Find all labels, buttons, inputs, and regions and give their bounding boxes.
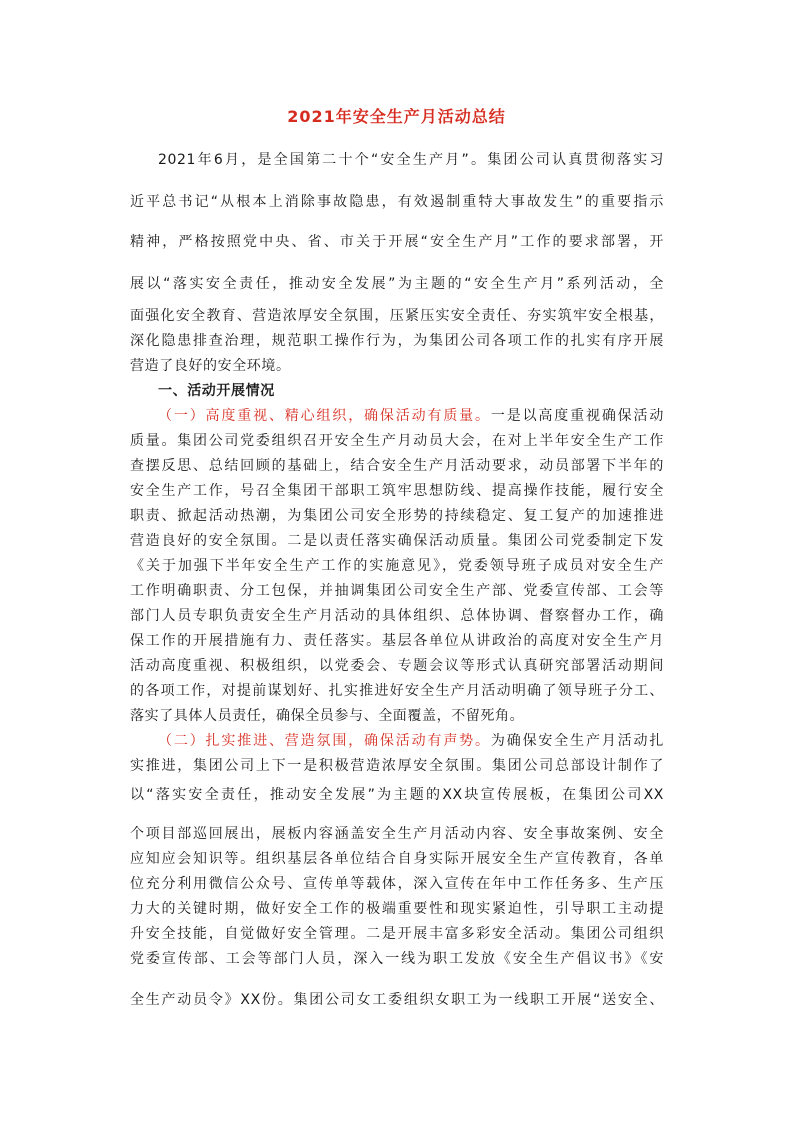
subsection-heading: （二）扎实推进、营造氛围，确保活动有声势。 bbox=[158, 733, 491, 749]
subsection-text: 一是以高度重视确保活动 bbox=[490, 408, 664, 424]
body-line: 党委宣传部、工会等部门人员，深入一线为职工发放《安全生产倡议书》《安 bbox=[130, 951, 664, 967]
body-line: 实推进，集团公司上下一是积极营造浓厚安全氛围。集团公司总部设计制作了 bbox=[130, 758, 664, 774]
subsection-first-line bbox=[158, 731, 664, 751]
intro-line: 营造了良好的安全环境。 bbox=[130, 358, 291, 374]
intro-line: 面强化安全教育、营造浓厚安全氛围，压紧压实安全责任、夯实筑牢安全根基， bbox=[130, 308, 664, 324]
body-line: 以“落实安全责任，推动安全发展”为主题的XX块宣传展板，在集团公司XX bbox=[130, 787, 664, 803]
body-line: 应知应会知识等。组织基层各单位结合自身实际开展安全生产宣传教育，各单 bbox=[130, 851, 664, 867]
body-line: 营造良好的安全氛围。二是以责任落实确保活动质量。集团公司党委制定下发 bbox=[130, 533, 664, 549]
body-line: 活动高度重视、积极组织，以党委会、专题会议等形式认真研究部署活动期间 bbox=[130, 658, 664, 674]
subsection-heading: （一）高度重视、精心组织，确保活动有质量。 bbox=[158, 408, 491, 424]
body-line: 个项目部巡回展出，展板内容涵盖安全生产月活动内容、安全事故案例、安全 bbox=[130, 826, 664, 842]
body-line: 全生产动员令》XX份。集团公司女工委组织女职工为一线职工开展“送安全、 bbox=[130, 992, 664, 1008]
intro-line: 精神，严格按照党中央、省、市关于开展“安全生产月”工作的要求部署，开 bbox=[130, 234, 664, 250]
body-line: 质量。集团公司党委组织召开安全生产月动员大会，在对上半年安全生产工作 bbox=[130, 433, 664, 449]
body-line: 落实了具体人员责任，确保全员参与、全面覆盖，不留死角。 bbox=[130, 708, 525, 724]
section-heading: 一、活动开展情况 bbox=[158, 383, 275, 399]
body-line: 查摆反思、总结回顾的基础上，结合安全生产月活动要求，动员部署下半年的 bbox=[130, 458, 664, 474]
intro-line: 近平总书记“从根本上消除事故隐患，有效遏制重特大事故发生”的重要指示 bbox=[130, 194, 664, 210]
body-line: 力大的关键时期，做好安全工作的极端重要性和现实紧迫性，引导职工主动提 bbox=[130, 901, 664, 917]
body-line: 的各项工作，对提前谋划好、扎实推进好安全生产月活动明确了领导班子分工、 bbox=[130, 683, 664, 699]
body-line: 安全生产工作，号召全集团干部职工筑牢思想防线、提高操作技能，履行安全 bbox=[130, 483, 664, 499]
body-line: 职责、掀起活动热潮，为集团公司安全形势的持续稳定、复工复产的加速推进 bbox=[130, 508, 664, 524]
body-line: 《关于加强下半年安全生产工作的实施意见》，党委领导班子成员对安全生产 bbox=[130, 558, 664, 574]
subsection-text: 为确保安全生产月活动扎 bbox=[490, 733, 664, 749]
intro-line: 深化隐患排查治理，规范职工操作行为，为集团公司各项工作的扎实有序开展 bbox=[130, 333, 664, 349]
body-line: 工作明确职责、分工包保，并抽调集团公司安全生产部、党委宣传部、工会等 bbox=[130, 583, 664, 599]
body-line: 升安全技能，自觉做好安全管理。二是开展丰富多彩安全活动。集团公司组织 bbox=[130, 926, 664, 942]
body-line: 保工作的开展措施有力、责任落实。基层各单位从讲政治的高度对安全生产月 bbox=[130, 633, 664, 649]
subsection-first-line bbox=[158, 406, 664, 426]
body-line: 位充分利用微信公众号、宣传单等载体，深入宣传在年中工作任务多、生产压 bbox=[130, 876, 664, 892]
document-title: 2021年安全生产月活动总结 bbox=[287, 107, 506, 126]
intro-line: 2021年6月，是全国第二十个“安全生产月”。集团公司认真贯彻落实习 bbox=[158, 152, 664, 168]
intro-line: 展以“落实安全责任，推动安全发展”为主题的“安全生产月”系列活动，全 bbox=[130, 276, 664, 292]
body-line: 部门人员专职负责安全生产月活动的具体组织、总体协调、督察督办工作，确 bbox=[130, 608, 664, 624]
